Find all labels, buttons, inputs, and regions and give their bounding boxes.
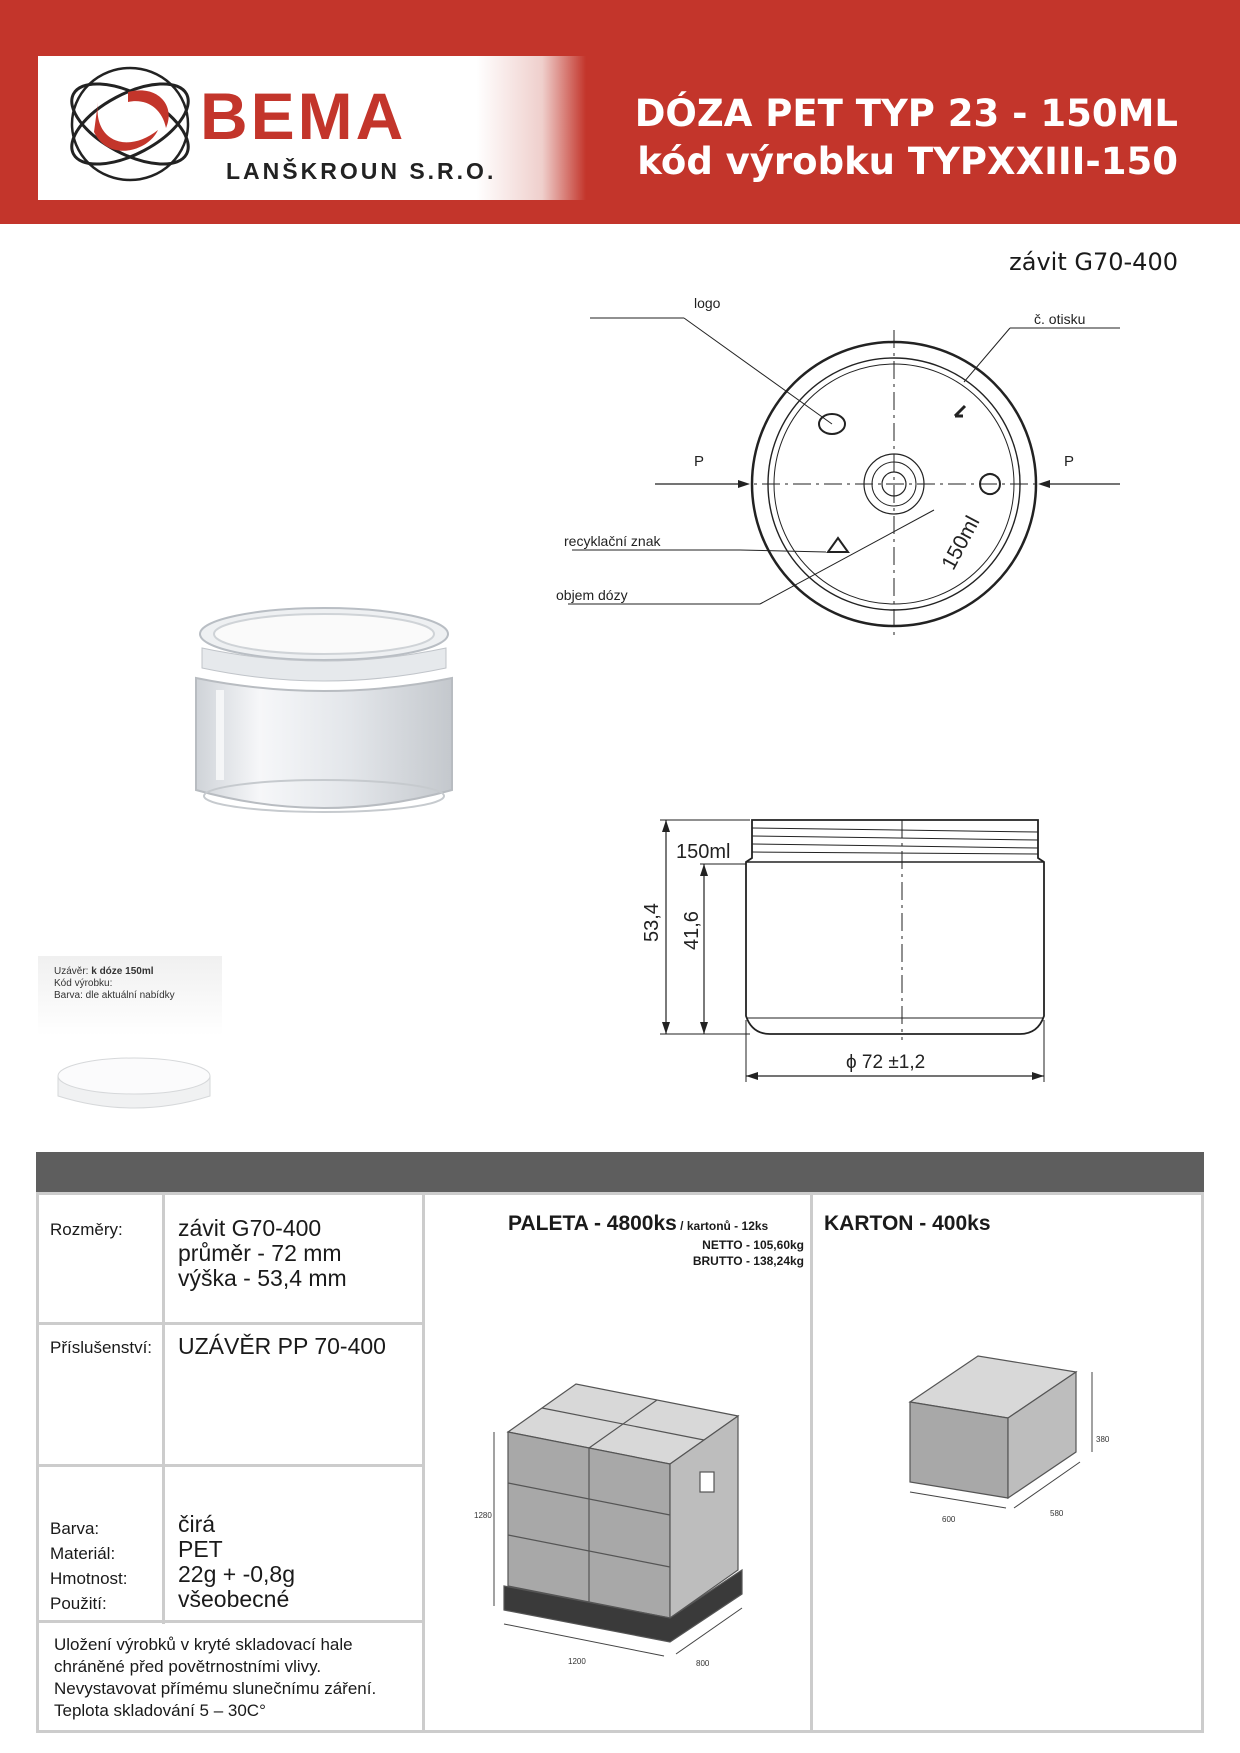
pallet-height: 1280 [474, 1511, 492, 1520]
logo-subtitle: LANŠKROUN S.R.O. [226, 158, 497, 184]
prop-value: všeobecné [178, 1586, 290, 1612]
pallet-drawing [474, 1380, 750, 1670]
props-values [178, 1512, 295, 1612]
carton-heading: KARTON - 400ks [824, 1212, 991, 1235]
note-line: Nevystavovat přímému slunečnímu záření. [54, 1679, 377, 1698]
prop-value: 22g + -0,8g [178, 1561, 296, 1587]
volume-callout: objem dózy [556, 587, 628, 603]
prop-value: čirá [178, 1511, 216, 1537]
recycling-callout: recyklační znak [564, 533, 661, 549]
cap-color: Barva: dle aktuální nabídky [54, 990, 175, 1001]
side-view-drawing [620, 810, 1060, 1100]
prop-value: PET [178, 1536, 223, 1562]
bema-logo-icon [58, 62, 208, 192]
dims-thread: závit G70-400 [178, 1215, 322, 1241]
total-height-label: 53,4 [641, 903, 663, 942]
carton-depth: 580 [1050, 1509, 1064, 1518]
accessory-label: Příslušenství: [50, 1338, 153, 1357]
carton-drawing [896, 1346, 1126, 1536]
prop-label: Barva: [50, 1519, 100, 1538]
cap-code: Kód výrobku: [54, 978, 113, 989]
cavity-callout: č. otisku [1034, 311, 1086, 327]
diameter-label: ϕ 72 ±1,2 [846, 1052, 926, 1073]
pallet-heading [508, 1212, 768, 1236]
prop-label: Materiál: [50, 1544, 116, 1563]
product-code: kód výrobku TYPXXIII-150 [637, 140, 1178, 183]
logo-wordmark: BEMA [200, 79, 407, 153]
svg-text:P: P [694, 453, 705, 470]
pallet-cartons: / kartonů - 12ks [676, 1219, 769, 1233]
dims-values [178, 1216, 347, 1291]
fill-height-label: 41,6 [681, 911, 703, 950]
product-title: DÓZA PET TYP 23 - 150ML [634, 92, 1178, 135]
props-labels [50, 1516, 127, 1616]
thread-spec: závit G70-400 [1009, 248, 1178, 276]
top-view-drawing [556, 295, 1140, 680]
dims-diameter: průměr - 72 mm [178, 1240, 342, 1266]
row-divider [36, 1620, 422, 1623]
row-divider [36, 1464, 422, 1467]
logo-callout: logo [694, 295, 721, 311]
note-line: Teplota skladování 5 – 30C° [54, 1701, 266, 1720]
cap-info-card [38, 956, 222, 1036]
storage-note [54, 1634, 434, 1722]
side-volume-label: 150ml [676, 841, 731, 863]
jar-photo [190, 600, 460, 830]
col-divider [810, 1192, 813, 1733]
dims-label: Rozměry: [50, 1220, 123, 1239]
table-header-bar [36, 1152, 1204, 1192]
prop-label: Použití: [50, 1594, 107, 1613]
accessory-value: UZÁVĚR PP 70-400 [178, 1333, 386, 1359]
pallet-width: 1200 [568, 1657, 586, 1666]
cap-photo [52, 1054, 216, 1124]
carton-width: 600 [942, 1515, 956, 1524]
pallet-depth: 800 [696, 1659, 710, 1668]
svg-text:P: P [1064, 453, 1075, 470]
row-divider [36, 1322, 422, 1325]
cap-value: k dóze 150ml [91, 966, 154, 977]
pallet-netto: NETTO - 105,60kg [702, 1238, 804, 1252]
cap-label: Uzávěr: [54, 966, 89, 977]
note-line: chráněné před povětrnostními vlivy. [54, 1657, 322, 1676]
volume-stamp: 150ml [937, 512, 985, 574]
pallet-count: PALETA - 4800ks [508, 1212, 677, 1235]
col-divider [162, 1192, 165, 1624]
dims-height: výška - 53,4 mm [178, 1265, 347, 1291]
pallet-brutto: BRUTTO - 138,24kg [692, 1254, 804, 1268]
carton-height: 380 [1096, 1435, 1110, 1444]
prop-label: Hmotnost: [50, 1569, 128, 1588]
note-line: Uložení výrobků v kryté skladovací hale [54, 1635, 353, 1654]
